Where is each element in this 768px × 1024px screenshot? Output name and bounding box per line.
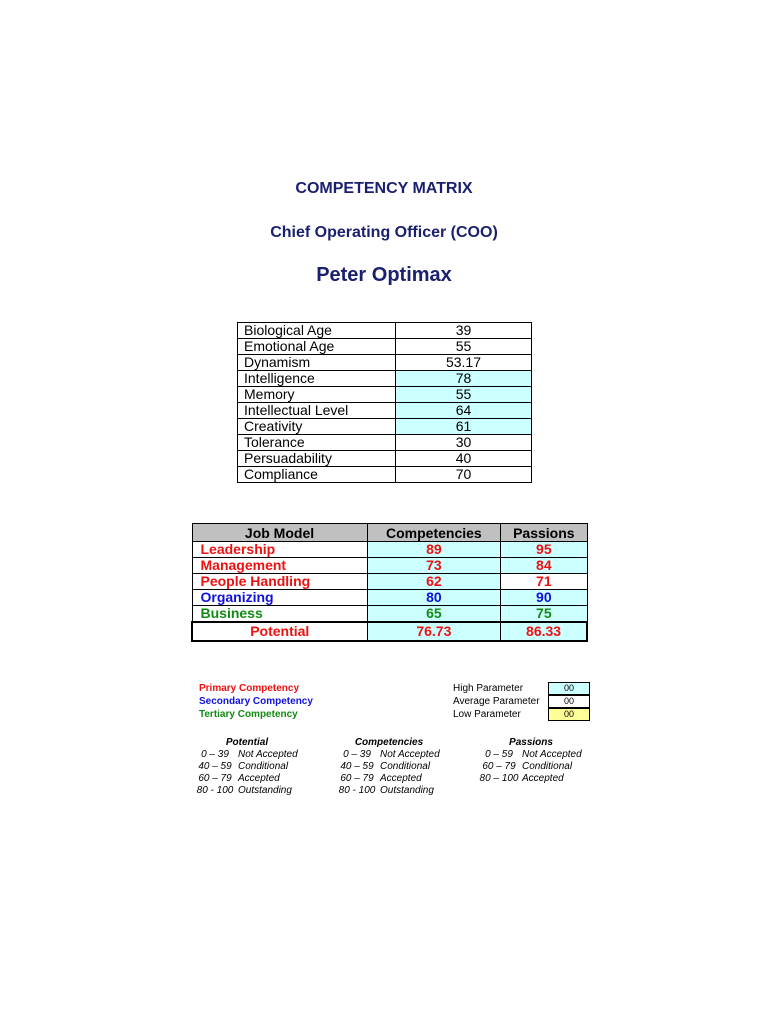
competency-value: 62	[367, 574, 501, 590]
competency-value: 73	[367, 558, 501, 574]
job-model-label: Management	[192, 558, 367, 574]
header-passions: Passions	[501, 524, 587, 542]
potential-competencies: 76.73	[367, 622, 501, 641]
table-row	[238, 339, 532, 355]
attribute-label: Memory	[238, 387, 396, 403]
attribute-value: 61	[396, 419, 532, 435]
table-row	[238, 435, 532, 451]
scale-title: Competencies	[354, 737, 424, 748]
table-row	[238, 323, 532, 339]
scale-status: Conditional	[522, 761, 573, 772]
scale-status: Not Accepted	[238, 749, 298, 760]
attribute-value: 53.17	[396, 355, 532, 371]
competency-value: 89	[367, 542, 501, 558]
potential-row	[192, 622, 587, 641]
header-job-model: Job Model	[192, 524, 367, 542]
competency-legend	[199, 682, 313, 721]
role-title: Chief Operating Officer (COO)	[270, 224, 498, 241]
parameter-row	[453, 695, 574, 708]
passions-scale	[476, 737, 586, 785]
legend-secondary: Secondary Competency	[199, 696, 313, 707]
attribute-value: 55	[396, 387, 532, 403]
competencies-scale	[334, 737, 444, 797]
scale-status: Conditional	[380, 761, 431, 772]
scale-range: 0 – 39	[343, 749, 371, 760]
potential-scale	[192, 737, 302, 797]
table-row	[238, 467, 532, 483]
attribute-value: 40	[396, 451, 532, 467]
attribute-value: 55	[396, 339, 532, 355]
scale-status: Outstanding	[380, 785, 434, 796]
attribute-label: Emotional Age	[238, 339, 396, 355]
scale-row	[476, 773, 586, 785]
scale-row	[334, 773, 444, 785]
parameter-label: High Parameter	[453, 683, 524, 694]
legend-primary: Primary Competency	[199, 683, 300, 694]
scale-status: Not Accepted	[522, 749, 582, 760]
person-name: Peter Optimax	[316, 264, 452, 286]
table-row	[238, 419, 532, 435]
parameter-swatch: 00	[548, 682, 590, 695]
scale-range: 0 – 59	[485, 749, 513, 760]
scale-row	[334, 785, 444, 797]
job-model-label: People Handling	[192, 574, 367, 590]
attribute-value: 78	[396, 371, 532, 387]
competency-value: 65	[367, 606, 501, 623]
passion-value: 90	[501, 590, 587, 606]
scale-range: 40 – 59	[340, 761, 374, 772]
potential-passions: 86.33	[501, 622, 587, 641]
attribute-value: 64	[396, 403, 532, 419]
scale-row	[476, 749, 586, 761]
table-row	[238, 371, 532, 387]
table-row	[238, 451, 532, 467]
competency-value: 80	[367, 590, 501, 606]
scale-range: 40 – 59	[198, 761, 232, 772]
scale-row	[334, 761, 444, 773]
scale-row	[192, 773, 302, 785]
scale-status: Accepted	[380, 773, 422, 784]
table-row	[192, 542, 587, 558]
parameter-row	[453, 708, 574, 721]
job-model-table	[191, 523, 588, 642]
scale-range: 60 – 79	[340, 773, 374, 784]
scale-row	[334, 749, 444, 761]
scale-range: 0 – 39	[201, 749, 229, 760]
scale-status: Accepted	[238, 773, 280, 784]
page-title: COMPETENCY MATRIX	[295, 180, 473, 197]
attribute-label: Dynamism	[238, 355, 396, 371]
table-row	[192, 558, 587, 574]
table-row	[192, 590, 587, 606]
parameter-swatch: 00	[548, 708, 590, 721]
parameter-row	[453, 682, 574, 695]
attribute-label: Biological Age	[238, 323, 396, 339]
attribute-value: 70	[396, 467, 532, 483]
attribute-label: Intellectual Level	[238, 403, 396, 419]
scale-title: Potential	[225, 737, 269, 748]
table-row	[238, 355, 532, 371]
table-row	[238, 403, 532, 419]
scale-row	[192, 749, 302, 761]
scale-status: Conditional	[238, 761, 289, 772]
job-model-label: Business	[192, 606, 367, 623]
scale-status: Not Accepted	[380, 749, 440, 760]
attribute-label: Compliance	[238, 467, 396, 483]
attribute-label: Creativity	[238, 419, 396, 435]
parameter-label: Low Parameter	[453, 709, 521, 720]
parameter-swatch: 00	[548, 695, 590, 708]
table-row	[192, 606, 587, 623]
scale-range: 80 - 100	[338, 785, 376, 796]
scale-status: Outstanding	[238, 785, 292, 796]
legend-tertiary: Tertiary Competency	[199, 709, 298, 720]
parameter-label: Average Parameter	[453, 696, 540, 707]
attributes-table	[237, 322, 532, 483]
table-row	[238, 387, 532, 403]
potential-label: Potential	[192, 622, 367, 641]
attribute-value: 30	[396, 435, 532, 451]
scale-row	[192, 785, 302, 797]
attribute-value: 39	[396, 323, 532, 339]
scale-title: Passions	[509, 737, 553, 748]
job-model-label: Leadership	[192, 542, 367, 558]
attribute-label: Tolerance	[238, 435, 396, 451]
passion-value: 75	[501, 606, 587, 623]
attribute-label: Intelligence	[238, 371, 396, 387]
passion-value: 95	[501, 542, 587, 558]
parameter-legend	[453, 682, 574, 721]
attribute-label: Persuadability	[238, 451, 396, 467]
header-competencies: Competencies	[367, 524, 501, 542]
scale-range: 60 – 79	[482, 761, 516, 772]
passion-value: 71	[501, 574, 587, 590]
table-row	[192, 574, 587, 590]
scale-status: Accepted	[522, 773, 564, 784]
passion-value: 84	[501, 558, 587, 574]
scale-row	[476, 761, 586, 773]
scale-range: 80 – 100	[479, 773, 519, 784]
job-model-label: Organizing	[192, 590, 367, 606]
scale-range: 60 – 79	[198, 773, 232, 784]
scale-range: 80 - 100	[196, 785, 234, 796]
scale-row	[192, 761, 302, 773]
